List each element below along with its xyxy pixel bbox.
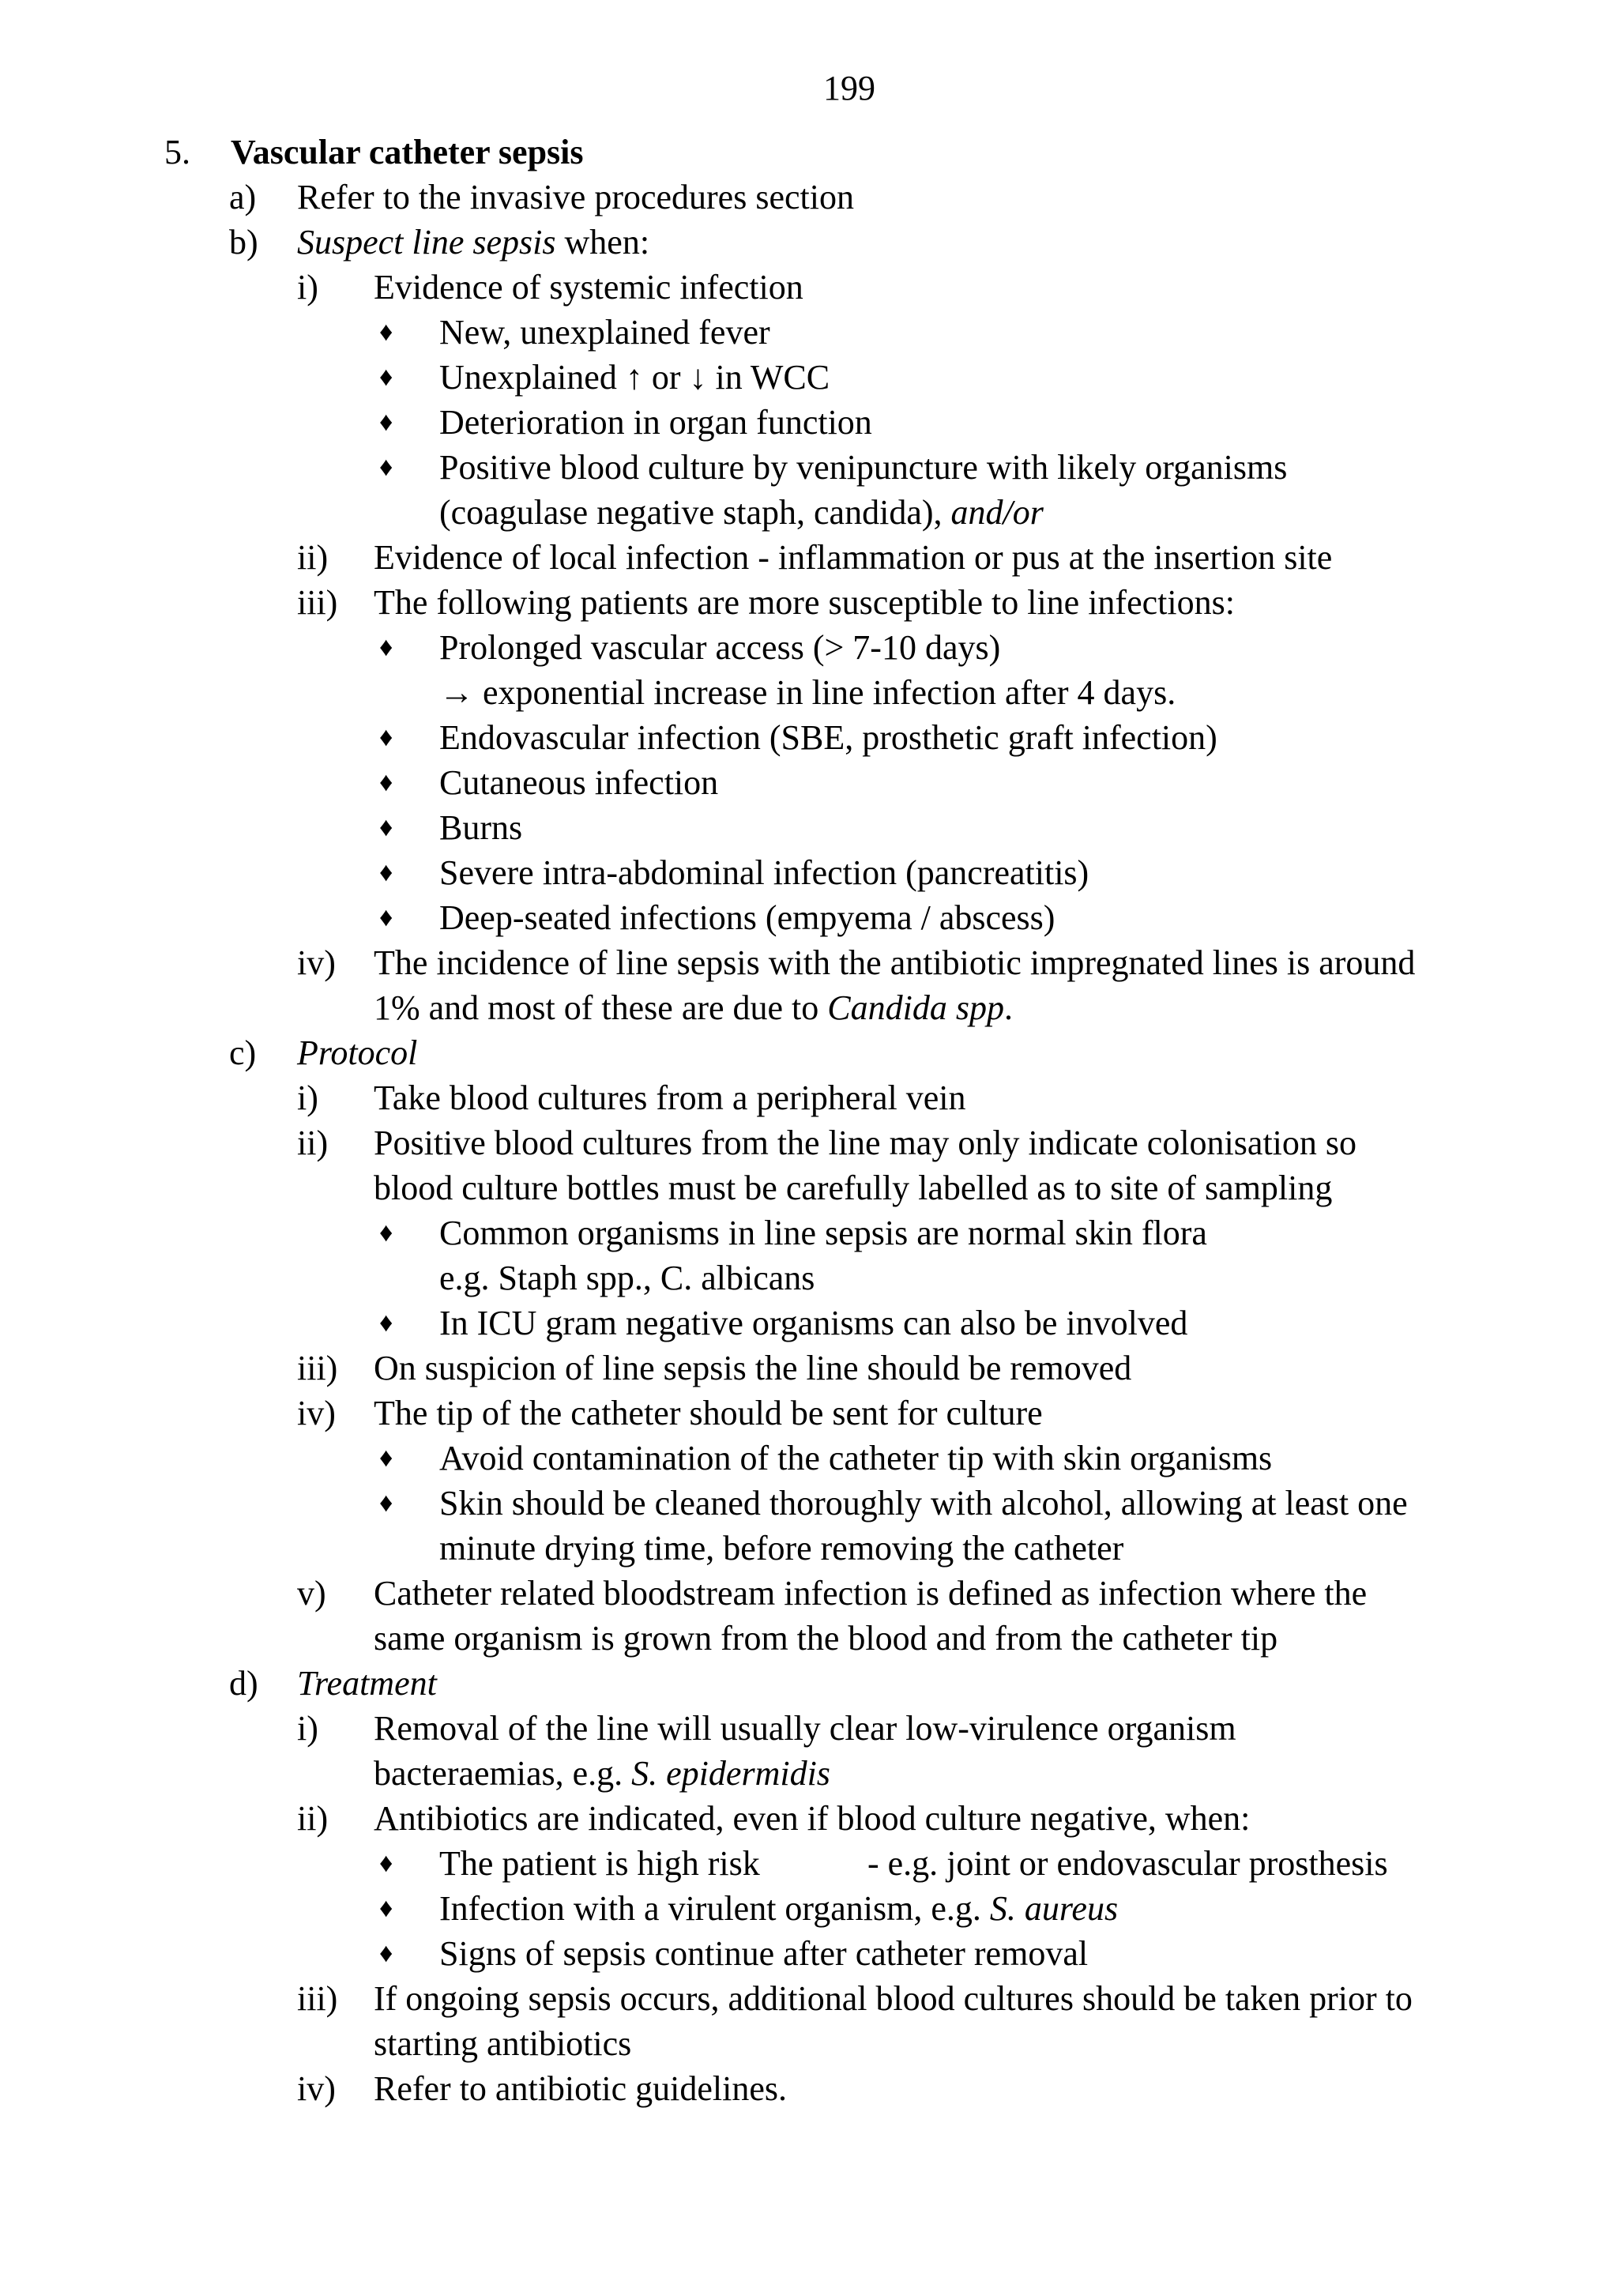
subitem-text: The incidence of line sepsis with the antibiotic impregnated lines is around — [374, 943, 1416, 982]
bullet-text-part: (coagulase negative staph, candida), — [439, 493, 951, 532]
item-text: Refer to the invasive procedures section — [297, 178, 854, 216]
section-number: 5. — [164, 133, 190, 171]
subitem-text: The tip of the catheter should be sent for culture — [374, 1394, 1043, 1432]
bullet-icon: ♦ — [379, 768, 393, 797]
bullet-text-part: Unexplained — [439, 358, 626, 397]
item-title-rest: when: — [555, 223, 650, 262]
subitem-text: starting antibiotics — [374, 2024, 632, 2063]
bullet-icon: ♦ — [379, 723, 393, 752]
subitem-marker: iii) — [297, 583, 338, 622]
bullet-text — [439, 355, 830, 400]
subitem-text: blood culture bottles must be carefully labelled as to site of sampling — [374, 1169, 1333, 1207]
subitem-marker: ii) — [297, 538, 329, 577]
bullet-text-right: - e.g. joint or endovascular prosthesis — [867, 1844, 1388, 1883]
bullet-icon: ♦ — [379, 1218, 393, 1248]
subitem-text: Take blood cultures from a peripheral vein — [374, 1078, 966, 1117]
bullet-icon: ♦ — [379, 1443, 393, 1473]
bullet-icon: ♦ — [379, 1308, 393, 1338]
subitem-text: Evidence of systemic infection — [374, 268, 803, 307]
bullet-icon: ♦ — [379, 318, 393, 347]
bullet-text: Endovascular infection (SBE, prosthetic graft infection) — [439, 718, 1217, 757]
bullet-icon: ♦ — [379, 1849, 393, 1878]
bullet-text: Avoid contamination of the catheter tip with skin organisms — [439, 1439, 1273, 1477]
bullet-text: Positive blood culture by venipuncture with likely organisms — [439, 448, 1288, 487]
bullet-icon: ♦ — [379, 1894, 393, 1923]
down-arrow-icon: ↓ — [689, 358, 707, 397]
subitem-marker: i) — [297, 268, 318, 307]
subitem-marker: iv) — [297, 2069, 336, 2108]
subitem-text: Evidence of local infection - inflammation or pus at the insertion site — [374, 538, 1333, 577]
subitem-text-part: bacteraemias, e.g. — [374, 1754, 632, 1793]
bullet-icon: ♦ — [379, 858, 393, 887]
subitem-text: On suspicion of line sepsis the line should be removed — [374, 1349, 1132, 1387]
subitem-marker: iv) — [297, 943, 336, 982]
subitem-text-part: . — [1003, 988, 1013, 1027]
item-marker: b) — [229, 223, 258, 262]
up-arrow-icon: ↑ — [625, 358, 643, 397]
bullet-text: Deterioration in organ function — [439, 403, 872, 442]
subitem-marker: i) — [297, 1078, 318, 1117]
bullet-text: The patient is high risk — [439, 1844, 760, 1883]
bullet-text-italic: S. aureus — [989, 1889, 1119, 1928]
subitem-text: same organism is grown from the blood and from the catheter tip — [374, 1619, 1278, 1658]
subitem-marker: iv) — [297, 1394, 336, 1432]
bullet-text-part: or — [642, 358, 690, 397]
subitem-text — [374, 985, 1013, 1030]
item-title-italic: Suspect line sepsis — [297, 223, 556, 262]
item-marker: c) — [229, 1033, 257, 1072]
bullet-text: Burns — [439, 808, 523, 847]
bullet-text-part: Infection with a virulent organism, e.g. — [439, 1889, 990, 1928]
item-marker: a) — [229, 178, 257, 216]
subitem-text: Refer to antibiotic guidelines. — [374, 2069, 787, 2108]
subitem-text: Antibiotics are indicated, even if blood culture negative, when: — [374, 1799, 1251, 1838]
subitem-marker: v) — [297, 1574, 326, 1613]
subitem-text: The following patients are more susceptible to line infections: — [374, 583, 1235, 622]
subitem-marker: iii) — [297, 1349, 338, 1387]
bullet-text — [439, 1886, 1118, 1931]
item-title: Protocol — [297, 1033, 418, 1072]
bullet-text: In ICU gram negative organisms can also be involved — [439, 1304, 1188, 1342]
bullet-icon: ♦ — [379, 1489, 393, 1518]
bullet-text: Severe intra-abdominal infection (pancreatitis) — [439, 853, 1089, 892]
bullet-text: New, unexplained fever — [439, 313, 770, 352]
bullet-icon: ♦ — [379, 633, 393, 662]
bullet-icon: ♦ — [379, 1939, 393, 1968]
page-number: 199 — [823, 69, 875, 107]
bullet-text: minute drying time, before removing the catheter — [439, 1529, 1124, 1568]
subitem-text: Catheter related bloodstream infection is defined as infection where the — [374, 1574, 1368, 1613]
subitem-text — [374, 1751, 830, 1796]
subitem-marker: ii) — [297, 1799, 329, 1838]
subitem-marker: iii) — [297, 1979, 338, 2018]
bullet-text: Cutaneous infection — [439, 763, 719, 802]
bullet-text — [439, 490, 1044, 535]
subitem-text-part: 1% and most of these are due to — [374, 988, 828, 1027]
subitem-marker: ii) — [297, 1124, 329, 1162]
bullet-text: Deep-seated infections (empyema / abscess) — [439, 898, 1055, 937]
subitem-text-italic: S. epidermidis — [631, 1754, 830, 1793]
bullet-text-part: in WCC — [706, 358, 830, 397]
item-title — [297, 220, 649, 265]
bullet-text: Skin should be cleaned thoroughly with alcohol, allowing at least one — [439, 1484, 1408, 1523]
item-marker: d) — [229, 1664, 258, 1703]
bullet-text: Prolonged vascular access (> 7-10 days) — [439, 628, 1001, 667]
subitem-marker: i) — [297, 1709, 318, 1748]
subitem-text-italic: Candida spp — [827, 988, 1004, 1027]
bullet-text: Common organisms in line sepsis are normal skin flora — [439, 1214, 1207, 1252]
bullet-text: Signs of sepsis continue after catheter removal — [439, 1934, 1089, 1973]
subitem-text: Positive blood cultures from the line may only indicate colonisation so — [374, 1124, 1357, 1162]
bullet-text: e.g. Staph spp., C. albicans — [439, 1259, 815, 1297]
subitem-text: Removal of the line will usually clear low-virulence organism — [374, 1709, 1236, 1748]
bullet-text: → exponential increase in line infection after 4 days. — [439, 673, 1176, 712]
bullet-icon: ♦ — [379, 813, 393, 842]
bullet-icon: ♦ — [379, 363, 393, 392]
bullet-icon: ♦ — [379, 453, 393, 482]
subitem-text: If ongoing sepsis occurs, additional blood cultures should be taken prior to — [374, 1979, 1413, 2018]
item-title: Treatment — [297, 1664, 437, 1703]
section-title: Vascular catheter sepsis — [231, 133, 584, 171]
bullet-text-italic: and/or — [950, 493, 1044, 532]
bullet-icon: ♦ — [379, 408, 393, 437]
bullet-icon: ♦ — [379, 903, 393, 932]
